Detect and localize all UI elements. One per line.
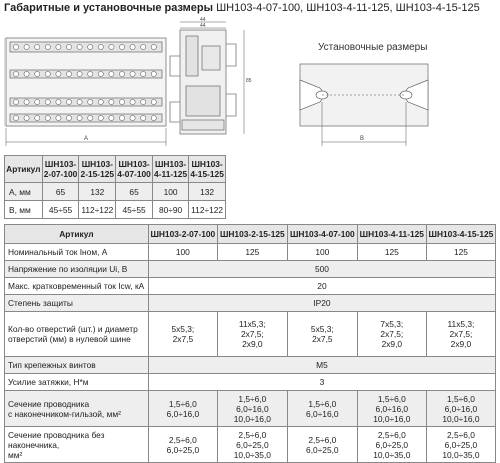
mounting-dims-label: Установочные размеры — [318, 42, 428, 53]
table-cell: 100 — [152, 183, 188, 201]
table-cell: 20 — [148, 278, 495, 295]
col-model: ШН103- 2-15-125 — [79, 156, 116, 183]
screw — [45, 115, 50, 120]
table-cell: 132 — [189, 183, 226, 201]
specs-table-header — [5, 225, 496, 244]
screw — [119, 44, 124, 49]
title-models: ШН103-4-07-100, ШН103-4-11-125, ШН103-4-15-125 — [213, 2, 480, 14]
screw — [130, 115, 135, 120]
screw — [56, 99, 61, 104]
row-label: Номинальный ток Iном, А — [5, 244, 149, 261]
table-cell: 1,5÷6,0 6,0÷16,0 10,0÷16,0 — [426, 391, 495, 427]
col-model: ШН103-2-15-125 — [217, 225, 287, 244]
table-cell: 5х5,3; 2х7,5 — [148, 312, 217, 357]
dim-top-label: 44 — [200, 17, 206, 23]
table-cell: 125 — [217, 244, 287, 261]
table-cell: 1,5÷6,0 6,0÷16,0 — [287, 391, 357, 427]
table-row — [5, 427, 496, 463]
table-cell: 45÷55 — [116, 201, 153, 219]
screw — [35, 44, 40, 49]
table-cell: 80÷90 — [152, 201, 188, 219]
screw — [13, 71, 18, 76]
screw — [13, 99, 18, 104]
dim-side-label: 85 — [246, 78, 252, 84]
row-label: Усилие затяжки, Н*м — [5, 374, 149, 391]
table-row — [5, 295, 496, 312]
table-cell: 100 — [148, 244, 217, 261]
screw — [119, 71, 124, 76]
table-cell: 65 — [116, 183, 153, 201]
dim-b-label: B — [360, 136, 365, 142]
screw — [130, 99, 135, 104]
row-label: Кол-во отверстий (шт.) и диаметр отверстий (мм) в нулевой шине — [5, 312, 149, 357]
screw — [109, 99, 114, 104]
screw — [88, 44, 93, 49]
col-model: ШН103- 4-07-100 — [116, 156, 153, 183]
screw — [24, 71, 29, 76]
table-row — [5, 374, 496, 391]
table-cell: 7х5,3; 2х7,5; 2х9,0 — [357, 312, 426, 357]
terminal-block-drawing — [4, 16, 294, 152]
table-row — [5, 201, 226, 219]
table-cell: 1,5÷6,0 6,0÷16,0 10,0÷16,0 — [357, 391, 426, 427]
table-cell: 112÷122 — [189, 201, 226, 219]
dimensions-table-header — [5, 156, 226, 183]
table-cell: 2,5÷6,0 6,0÷25,0 10,0÷35,0 — [217, 427, 287, 463]
table-row — [5, 312, 496, 357]
screw — [66, 44, 71, 49]
screw — [13, 44, 18, 49]
table-cell: 100 — [287, 244, 357, 261]
front-view — [6, 38, 166, 126]
table-cell: M5 — [148, 357, 495, 374]
table-cell: 11х5,3; 2х7,5; 2х9,0 — [217, 312, 287, 357]
row-label: Степень защиты — [5, 295, 149, 312]
screw — [98, 44, 103, 49]
table-row — [5, 244, 496, 261]
table-cell: 132 — [79, 183, 116, 201]
dimensions-table — [4, 155, 226, 219]
table-cell: 65 — [42, 183, 79, 201]
col-model: ШН103- 4-15-125 — [189, 156, 226, 183]
screw — [35, 99, 40, 104]
screw — [45, 44, 50, 49]
screw — [77, 99, 82, 104]
mounting-dims-drawing — [296, 58, 436, 156]
screw — [45, 71, 50, 76]
screw — [109, 71, 114, 76]
screw — [88, 71, 93, 76]
screw — [141, 71, 146, 76]
screw — [130, 44, 135, 49]
table-cell: 2,5÷6,0 6,0÷25,0 10,0÷35,0 — [426, 427, 495, 463]
screw — [98, 71, 103, 76]
screw — [151, 115, 156, 120]
screw — [35, 115, 40, 120]
screw — [56, 71, 61, 76]
screw — [88, 99, 93, 104]
screw — [24, 99, 29, 104]
col-model: ШН103- 4-11-125 — [152, 156, 188, 183]
table-cell: 2,5÷6,0 6,0÷25,0 — [287, 427, 357, 463]
screw — [130, 71, 135, 76]
title-bold: Габаритные и установочные размеры — [4, 2, 214, 14]
screw — [66, 99, 71, 104]
side-view — [170, 30, 236, 134]
row-label: Сечение проводника с наконечником-гильзой, мм² — [5, 391, 149, 427]
table-cell: 1,5÷6,0 6,0÷16,0 — [148, 391, 217, 427]
screw — [45, 99, 50, 104]
dim-mid-label: 44 — [200, 23, 206, 29]
col-article: Артикул — [5, 225, 149, 244]
col-model: ШН103-4-11-125 — [357, 225, 426, 244]
table-cell: 11х5,3; 2х7,5; 2х9,0 — [426, 312, 495, 357]
table-cell: IP20 — [148, 295, 495, 312]
table-row — [5, 357, 496, 374]
screw — [24, 115, 29, 120]
table-cell: 5х5,3; 2х7,5 — [287, 312, 357, 357]
table-row — [5, 278, 496, 295]
table-cell: 45÷55 — [42, 201, 79, 219]
screw — [151, 44, 156, 49]
screw — [77, 44, 82, 49]
table-cell: 2,5÷6,0 6,0÷25,0 — [148, 427, 217, 463]
table-row — [5, 183, 226, 201]
specs-table — [4, 224, 496, 463]
table-cell: 112÷122 — [79, 201, 116, 219]
screw — [66, 115, 71, 120]
screw — [141, 44, 146, 49]
screw — [119, 115, 124, 120]
screw — [109, 44, 114, 49]
row-label: Напряжение по изоляции Ui, В — [5, 261, 149, 278]
row-label: Макс. кратковременный ток Icw, кА — [5, 278, 149, 295]
table-cell: 500 — [148, 261, 495, 278]
screw — [13, 115, 18, 120]
screw — [98, 115, 103, 120]
table-row — [5, 261, 496, 278]
row-label: А, мм — [5, 183, 43, 201]
screw — [77, 115, 82, 120]
col-model: ШН103-4-07-100 — [287, 225, 357, 244]
screw — [66, 71, 71, 76]
page-title — [4, 2, 480, 14]
screw — [151, 71, 156, 76]
col-article: Артикул — [5, 156, 43, 183]
col-model: ШН103- 2-07-100 — [42, 156, 79, 183]
table-cell: 1,5÷6,0 6,0÷16,0 10,0÷16,0 — [217, 391, 287, 427]
row-label: Сечение проводника без наконечника, мм² — [5, 427, 149, 463]
screw — [109, 115, 114, 120]
screw — [77, 71, 82, 76]
table-cell: 3 — [148, 374, 495, 391]
col-model: ШН103-4-15-125 — [426, 225, 495, 244]
table-cell: 2,5÷6,0 6,0÷25,0 10,0÷35,0 — [357, 427, 426, 463]
row-label: Тип крепежных винтов — [5, 357, 149, 374]
screw — [35, 71, 40, 76]
screw — [24, 44, 29, 49]
screw — [119, 99, 124, 104]
table-row — [5, 391, 496, 427]
col-model: ШН103-2-07-100 — [148, 225, 217, 244]
screw — [88, 115, 93, 120]
table-cell: 125 — [357, 244, 426, 261]
screw — [151, 99, 156, 104]
screw — [56, 115, 61, 120]
screw — [56, 44, 61, 49]
dim-a-label: A — [84, 136, 89, 142]
screw — [141, 115, 146, 120]
row-label: В, мм — [5, 201, 43, 219]
screw — [98, 99, 103, 104]
table-cell: 125 — [426, 244, 495, 261]
screw — [141, 99, 146, 104]
